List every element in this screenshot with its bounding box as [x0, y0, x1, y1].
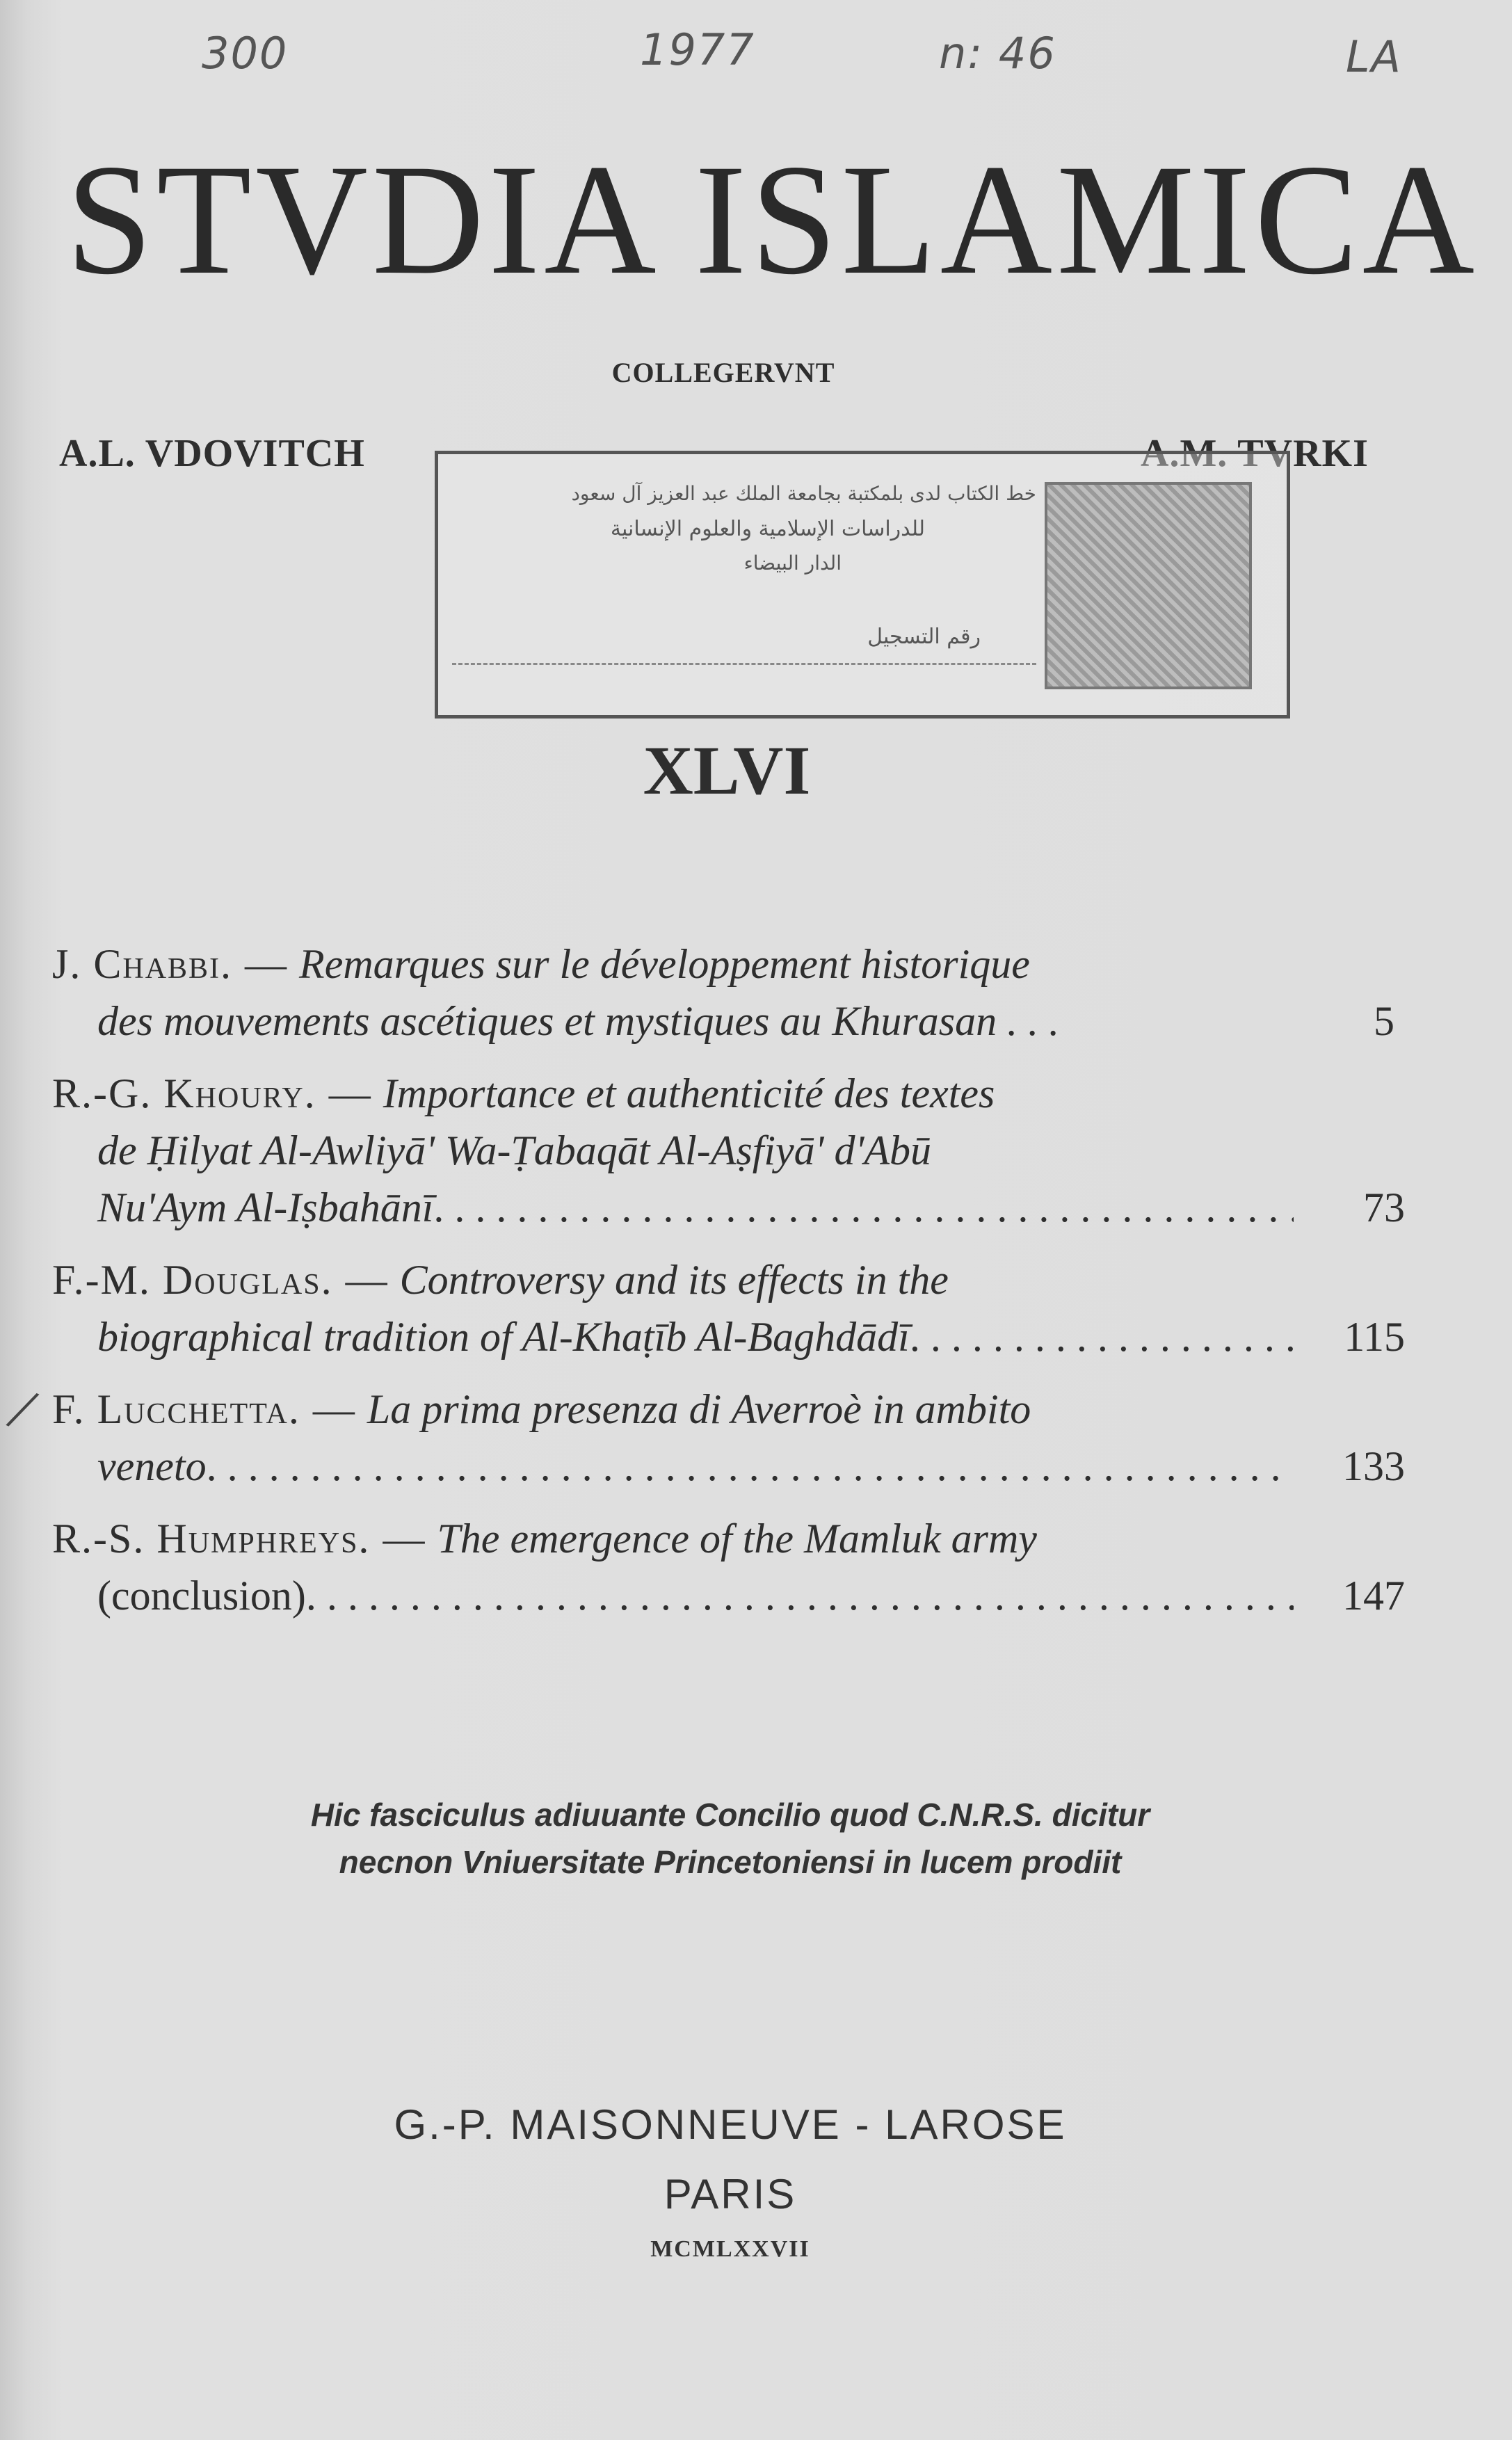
toc-title-cont: de Ḥilyat Al-Awliyā' Wa-Ṭabaqāt Al-Aṣfiyā' d'Abū [97, 1127, 931, 1173]
toc-page-number: 73 [1363, 1185, 1405, 1230]
collegervnt-label: COLLEGERVNT [611, 357, 835, 388]
funding-note [0, 1791, 1461, 1886]
stamp-dashed-line [452, 663, 1036, 665]
toc-title-cont: Nu'Aym Al-Iṣbahānī [97, 1185, 434, 1230]
funding-note-line-2: necnon Vniuersitate Princetoniensi in lucem prodiit [339, 1844, 1122, 1880]
publisher-name: G.-P. MAISONNEUVE - LAROSE [394, 2101, 1067, 2148]
toc-entry-middle-line [52, 1122, 1405, 1179]
handwritten-code: LA [1346, 31, 1402, 82]
toc-author: F. Lucchetta. [52, 1386, 300, 1432]
toc-title-cont: veneto [97, 1443, 207, 1489]
toc-entry [52, 1251, 1405, 1365]
publisher-city: PARIS [663, 2171, 797, 2217]
toc-entry-first-line [52, 936, 1405, 993]
toc-dash: — [312, 1386, 355, 1432]
toc-title: La prima presenza di Averroè in ambito [367, 1386, 1031, 1432]
toc-entry [52, 1065, 1405, 1236]
journal-title: STVDIA ISLAMICA [66, 132, 1479, 307]
toc-dash: — [328, 1070, 371, 1116]
table-of-contents [52, 936, 1405, 1639]
toc-entry [52, 936, 1405, 1050]
handwritten-issue: n: 46 [939, 28, 1056, 79]
stamp-line-1: خط الكتاب لدى بلمكتبة بجامعة الملك عبد العزيز آل سعود [571, 482, 1036, 505]
toc-title: Remarques sur le développement historique [299, 941, 1030, 987]
stamp-seal-image [1045, 482, 1252, 689]
toc-page-number: 133 [1342, 1443, 1405, 1489]
toc-entry-last-line [52, 1438, 1405, 1495]
toc-leader-dots [306, 1567, 1294, 1624]
toc-entry-first-line [52, 1381, 1405, 1438]
toc-author: F.-M. Douglas. [52, 1257, 333, 1303]
toc-title: The emergence of the Mamluk army [437, 1516, 1037, 1562]
handwritten-number: 300 [202, 28, 289, 79]
editor-left: A.L. VDOVITCH [59, 432, 365, 475]
toc-dash: — [245, 941, 287, 987]
toc-entry [52, 1381, 1405, 1495]
toc-page-number: 115 [1344, 1314, 1405, 1360]
toc-page-number: 147 [1342, 1573, 1405, 1619]
handwritten-tick-mark: / [0, 1374, 45, 1445]
publication-year: MCMLXXVII [650, 2236, 810, 2262]
toc-author: R.-G. Khoury. [52, 1070, 316, 1116]
toc-author: J. Chabbi. [52, 941, 233, 987]
toc-author: R.-S. Humphreys. [52, 1516, 371, 1562]
stamp-line-4: رقم التسجيل [867, 625, 981, 649]
stamp-line-3: الدار البيضاء [743, 552, 842, 575]
toc-entry-last-line [52, 1567, 1405, 1624]
toc-leader-dots [207, 1438, 1294, 1495]
library-stamp [435, 451, 1290, 719]
toc-entry-first-line [52, 1065, 1405, 1122]
publisher-block [0, 2090, 1461, 2263]
toc-dash: — [383, 1516, 425, 1562]
toc-title-cont: des mouvements ascétiques et mystiques au Khurasan . . . [97, 998, 1060, 1044]
handwritten-year: 1977 [640, 24, 755, 75]
toc-entry [52, 1510, 1405, 1624]
toc-title-cont: (conclusion) [97, 1573, 306, 1619]
editor-right: A.M. TVRKI [1141, 432, 1369, 475]
toc-entry-first-line [52, 1251, 1405, 1308]
toc-dash: — [345, 1257, 387, 1303]
toc-leader-dots [910, 1308, 1294, 1365]
funding-note-line-1: Hic fasciculus adiuuante Concilio quod C.N.R.S. dicitur [310, 1797, 1150, 1833]
volume-number: XLVI [643, 732, 811, 809]
stamp-line-2: للدراسات الإسلامية والعلوم الإنسانية [610, 517, 925, 541]
toc-entry-last-line [52, 1179, 1405, 1236]
toc-leader-dots [433, 1179, 1294, 1236]
toc-entry-last-line [52, 993, 1405, 1050]
toc-page-number: 5 [1374, 998, 1394, 1044]
toc-title: Controversy and its effects in the [399, 1257, 949, 1303]
toc-title: Importance et authenticité des textes [383, 1070, 995, 1116]
toc-entry-first-line [52, 1510, 1405, 1567]
toc-entry-last-line [52, 1308, 1405, 1365]
toc-title-cont: biographical tradition of Al-Khaṭīb Al-Baghdādī [97, 1314, 910, 1360]
